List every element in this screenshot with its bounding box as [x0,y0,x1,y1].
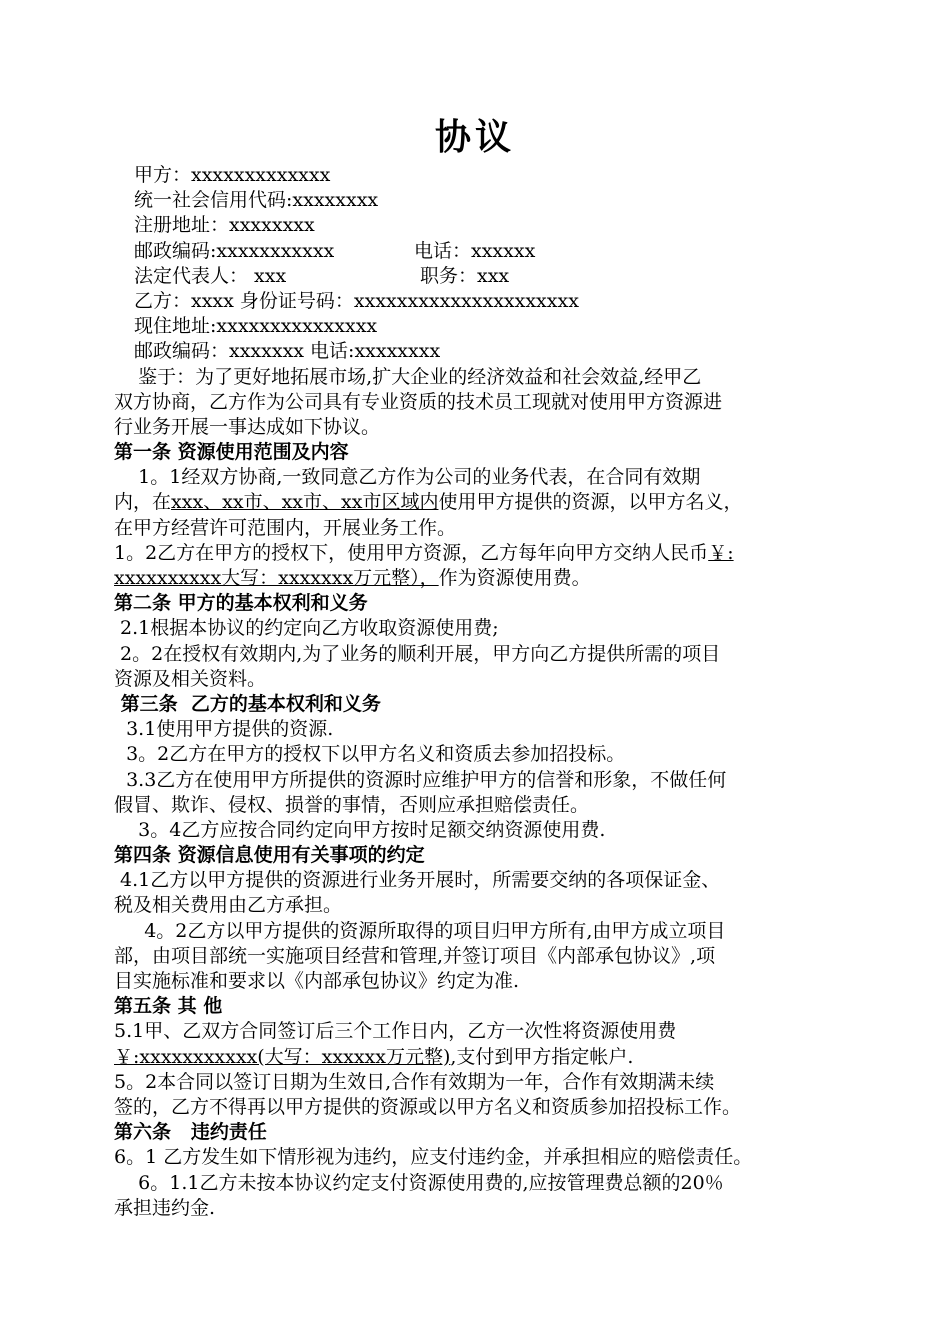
article-6-heading: 第六条 违约责任 [114,1121,267,1144]
clause-6-1-1-line-2: 承担违约金. [114,1196,216,1219]
article-3-heading: 第三条 乙方的基本权利和义务 [114,692,381,715]
clause-2-2-line-1: 2。2在授权有效期内,为了业务的顺利开展，甲方向乙方提供所需的项目 [114,642,721,665]
document-title: 协议 [434,116,515,158]
party-a-name: 甲方：xxxxxxxxxxxxx [134,164,331,186]
clause-3-4: 3。4乙方应按合同约定向甲方按时足额交纳资源使用费. [114,818,606,841]
clause-6-1: 6。1 乙方发生如下情形视为违约，应支付违约金，并承担相应的赔偿责任。 [114,1146,753,1169]
party-a-legal-rep: 法定代表人： xxx [134,264,287,287]
article-5-heading: 第五条 其 他 [114,995,223,1018]
clause-5-2-line-1: 5。2本合同以签订日期为生效日,合作有效期为一年，合作有效期满未续 [114,1070,715,1093]
clause-1-2-line-2 [114,566,844,591]
fee-currency-underlined: ￥: [708,541,734,564]
clause-4-2-line-2: 部，由项目部统一实施项目经营和管理,并签订项目《内部承包协议》,项 [114,944,716,967]
clause-6-1-1-line-1: 6。1.1乙方未按本协议约定支付资源使用费的,应按管理费总额的20％ [114,1171,724,1194]
preamble-line-3: 行业务开展一事达成如下协议。 [114,415,381,438]
article-1-heading: 第一条 资源使用范围及内容 [114,441,349,464]
party-a-credit-code: 统一社会信用代码:xxxxxxxx [134,189,379,212]
preamble-line-1: 鉴于：为了更好地拓展市场,扩大企业的经济效益和社会效益,经甲乙 [114,365,702,388]
region-underlined: xxx、xx市、xx市、xx市区域内 [171,491,439,514]
clause-5-1-line-1: 5.1甲、乙双方合同签订后三个工作日内，乙方一次性将资源使用费 [114,1020,677,1043]
clause-1-1-line-3: 在甲方经营许可范围内，开展业务工作。 [114,516,457,539]
preamble-line-2: 双方协商，乙方作为公司具有专业资质的技术员工现就对使用甲方资源进 [114,390,723,413]
clause-text: 1。2乙方在甲方的授权下，使用甲方资源，乙方每年向甲方交纳人民币 [114,541,709,564]
clause-4-2-line-1: 4。2乙方以甲方提供的资源所取得的项目归甲方所有,由甲方成立项目 [114,919,726,942]
clause-3-3-line-2: 假冒、欺诈、侵权、损誉的事情，否则应承担赔偿责任。 [114,793,590,816]
clause-3-2: 3。2乙方在甲方的授权下以甲方名义和资质去参加招投标。 [114,743,626,766]
party-b-address: 现住地址:xxxxxxxxxxxxxxx [134,315,378,338]
clause-2-1: 2.1根据本协议的约定向乙方收取资源使用费; [114,617,499,640]
party-a-representative [114,264,844,289]
party-a-contact [114,239,844,264]
clause-4-2-line-3: 目实施标准和要求以《内部承包协议》约定为准. [114,970,520,992]
clause-text: 使用甲方提供的资源，以甲方名义， [438,491,743,514]
clause-text: 作为资源使用费。 [438,567,591,589]
party-b-contact: 邮政编码：xxxxxxx 电话:xxxxxxxx [134,340,441,363]
party-b-id: 乙方：xxxx 身份证号码：xxxxxxxxxxxxxxxxxxxxx [134,289,579,312]
fee-amount-underlined: xxxxxxxxxx大写：xxxxxxx万元整）， [114,567,439,589]
party-a-postcode: 邮政编码:xxxxxxxxxxx [134,239,335,262]
party-a-phone: 电话：xxxxxx [414,239,536,262]
clause-text: 内，在 [114,491,172,514]
clause-1-1-line-2 [114,490,844,515]
document-body [114,163,844,1221]
article-4-heading: 第四条 资源信息使用有关事项的约定 [114,844,425,867]
article-2-heading: 第二条 甲方的基本权利和义务 [114,592,368,615]
clause-5-2-line-2: 签的，乙方不得再以甲方提供的资源或以甲方名义和资质参加招投标工作。 [114,1095,742,1118]
clause-1-1-line-1: 1。1经双方协商,一致同意乙方作为公司的业务代表，在合同有效期 [114,466,701,489]
clause-text: ,支付到甲方指定帐户. [450,1045,634,1068]
clause-2-2-line-2: 资源及相关资料。 [114,667,267,690]
payment-amount-underlined: ￥:xxxxxxxxxxx(大写：xxxxxx万元整) [114,1045,451,1068]
clause-4-1-line-2: 税及相关费用由乙方承担。 [114,894,343,917]
clause-3-3-line-1: 3.3乙方在使用甲方所提供的资源时应维护甲方的信誉和形象，不做任何 [114,768,727,791]
party-a-address: 注册地址：xxxxxxxx [134,214,315,237]
clause-4-1-line-1: 4.1乙方以甲方提供的资源进行业务开展时，所需要交纳的各项保证金、 [114,869,721,892]
clause-3-1: 3.1使用甲方提供的资源. [114,718,334,741]
party-a-position: 职务：xxx [420,264,510,287]
clause-1-2-line-1 [114,541,844,566]
clause-5-1-line-2 [114,1045,844,1070]
